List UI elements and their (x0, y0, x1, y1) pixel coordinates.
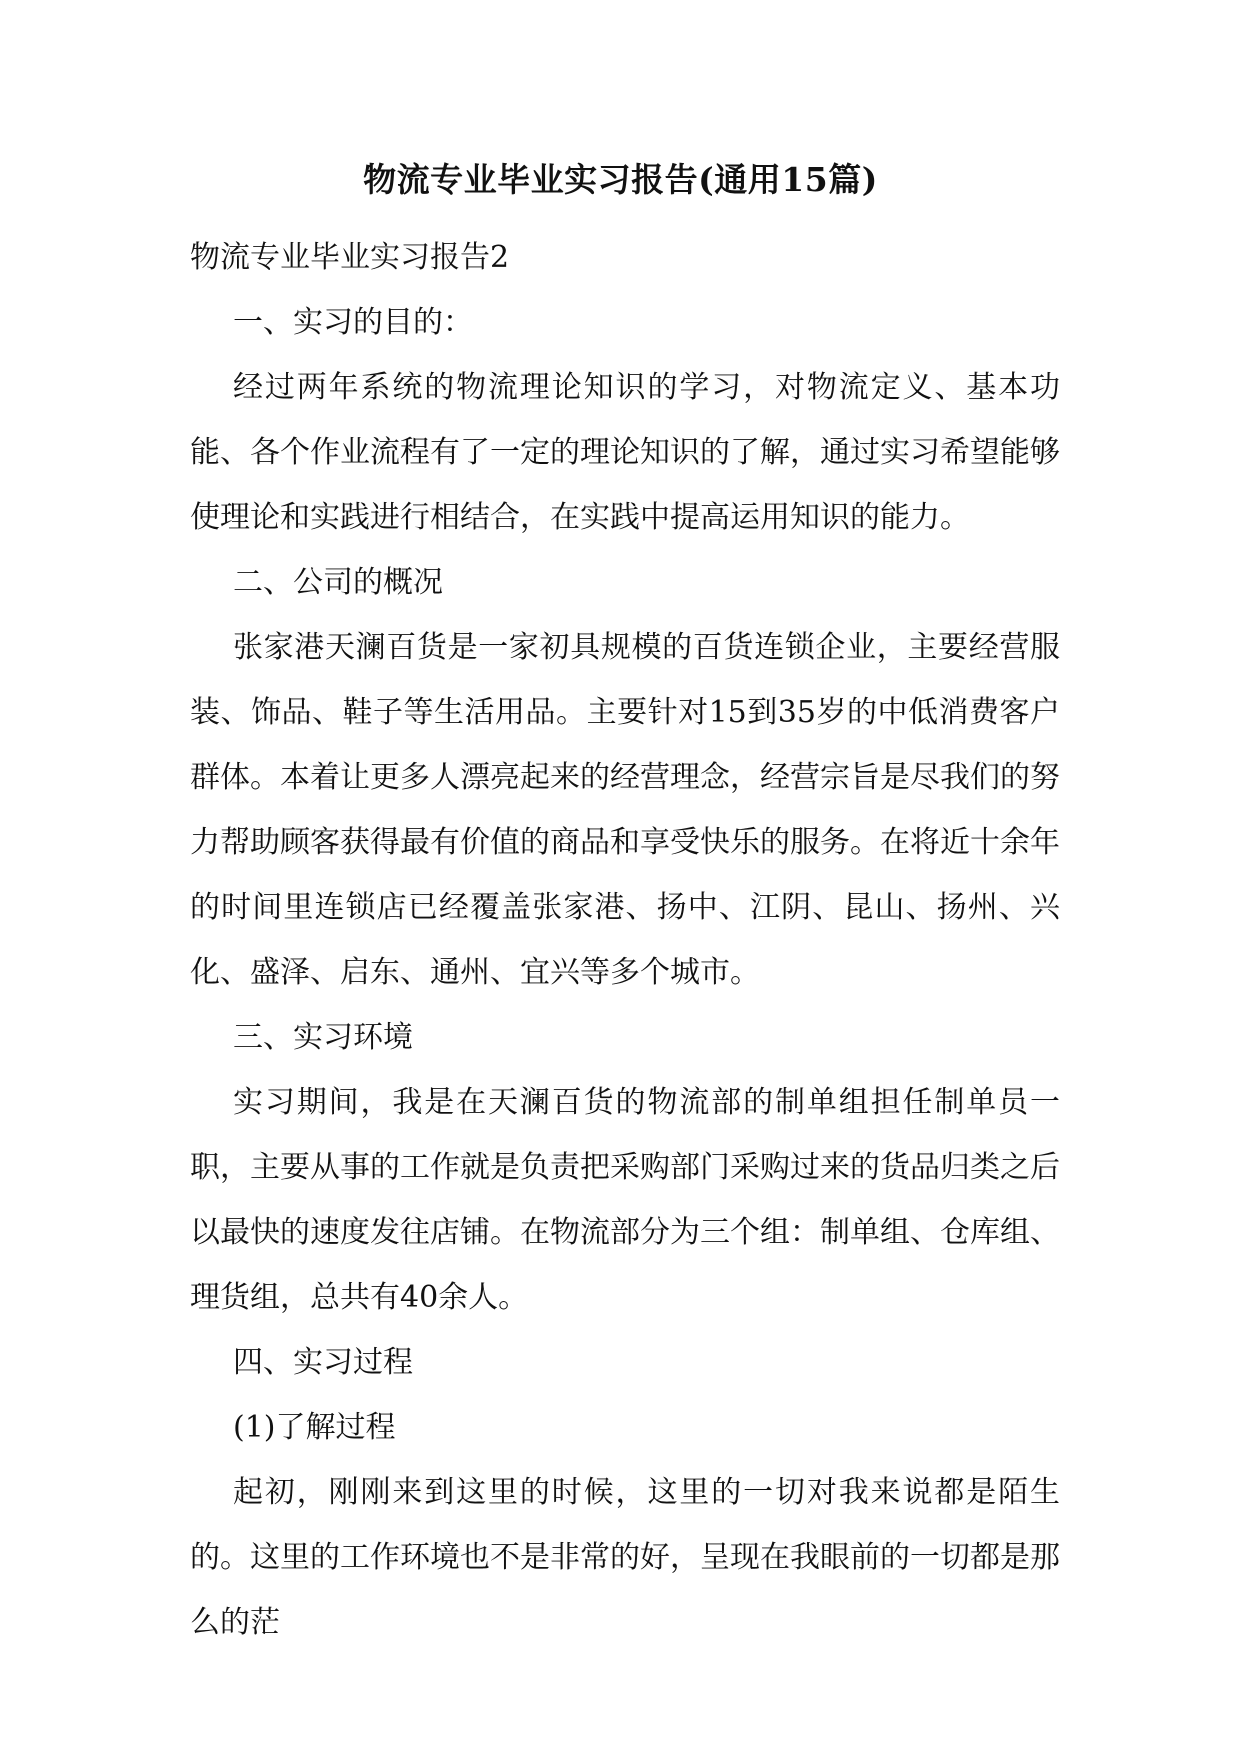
document-body (190, 225, 1060, 1655)
document-title: 物流专业毕业实习报告(通用15篇) (363, 160, 878, 199)
paragraph-company: 张家港天澜百货是一家初具规模的百货连锁企业，主要经营服装、饰品、鞋子等生活用品。主要针对15到35岁的中低消费客户群体。本着让更多人漂亮起来的经营理念，经营宗旨是尽我们的努力帮助顾客获得最有价值的商品和享受快乐的服务。在将近十余年的时间里连锁店已经覆盖张家港、扬中、江阴、昆山、扬州、兴化、盛泽、启东、通州、宜兴等多个城市。 (190, 630, 1060, 990)
section-heading-purpose: 一、实习的目的： (233, 305, 473, 340)
paragraph-purpose: 经过两年系统的物流理论知识的学习，对物流定义、基本功能、各个作业流程有了一定的理论知识的了解，通过实习希望能够使理论和实践进行相结合，在实践中提高运用知识的能力。 (190, 370, 1060, 535)
document-subtitle: 物流专业毕业实习报告2 (190, 240, 510, 275)
section-heading-company: 二、公司的概况 (233, 565, 443, 600)
section-heading-environment: 三、实习环境 (233, 1020, 413, 1055)
section-heading-process: 四、实习过程 (233, 1345, 413, 1380)
subsection-heading-understanding: (1)了解过程 (233, 1410, 396, 1445)
paragraph-environment: 实习期间，我是在天澜百货的物流部的制单组担任制单员一职，主要从事的工作就是负责把采购部门采购过来的货品归类之后以最快的速度发往店铺。在物流部分为三个组：制单组、仓库组、理货组，总共有40余人。 (190, 1085, 1060, 1315)
paragraph-understanding: 起初，刚刚来到这里的时候，这里的一切对我来说都是陌生的。这里的工作环境也不是非常的好，呈现在我眼前的一切都是那么的茫 (190, 1475, 1060, 1640)
